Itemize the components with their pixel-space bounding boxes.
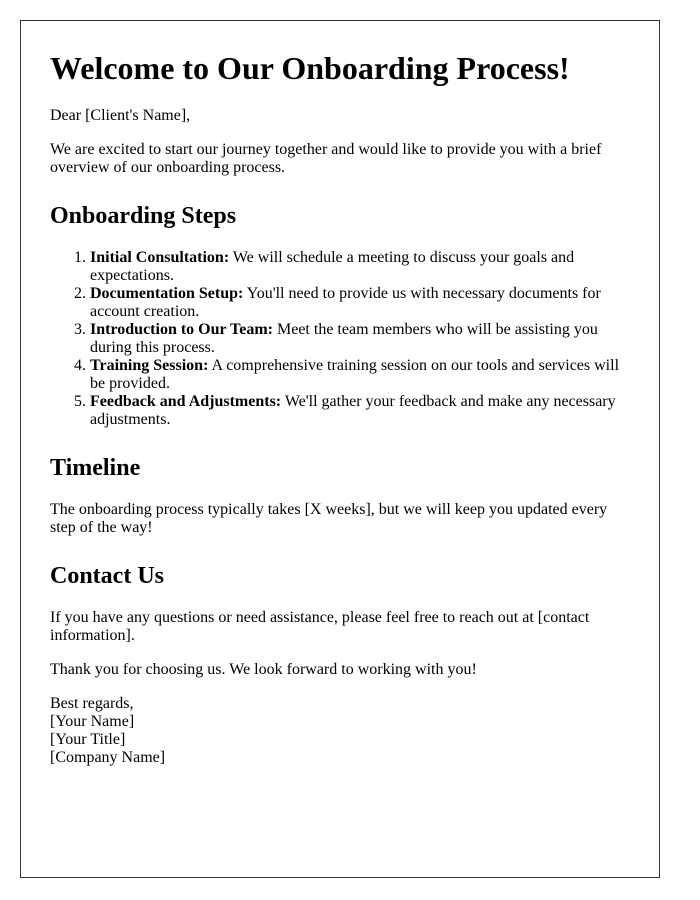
step-title: Documentation Setup: [90,285,244,302]
step-item [90,285,630,321]
letter-document [20,20,660,878]
step-title: Introduction to Our Team: [90,321,273,338]
thanks-paragraph: Thank you for choosing us. We look forward to working with you! [50,661,477,678]
steps-heading: Onboarding Steps [50,203,237,229]
step-item [90,357,630,393]
step-text: You'll need to provide us with necessary documents for account creation. [90,285,601,320]
signer-name: [Your Name] [50,713,135,730]
steps-list [50,249,630,429]
step-title: Training Session: [90,357,209,374]
step-item [90,393,630,429]
step-text: Meet the team members who will be assisting you during this process. [90,321,598,356]
step-text: We'll gather your feedback and make any necessary adjustments. [90,393,616,428]
closing-line: Best regards, [50,695,134,712]
step-text: A comprehensive training session on our tools and services will be provided. [90,357,620,392]
step-title: Initial Consultation: [90,249,230,266]
step-item [90,321,630,357]
timeline-heading: Timeline [50,455,141,481]
salutation: Dear [Client's Name], [50,107,191,124]
timeline-paragraph: The onboarding process typically takes [X weeks], but we will keep you updated every step of the way! [50,501,608,536]
step-text: We will schedule a meeting to discuss your goals and expectations. [90,249,575,284]
letter-title: Welcome to Our Onboarding Process! [50,50,570,86]
intro-paragraph: We are excited to start our journey together and would like to provide you with a brief overview of our onboarding process. [50,141,602,176]
signer-title: [Your Title] [50,731,126,748]
step-title: Feedback and Adjustments: [90,393,282,410]
signoff-block [50,695,630,767]
company-name: [Company Name] [50,749,166,766]
step-item [90,249,630,285]
contact-heading: Contact Us [50,563,164,589]
contact-paragraph: If you have any questions or need assistance, please feel free to reach out at [contact information]. [50,609,590,644]
